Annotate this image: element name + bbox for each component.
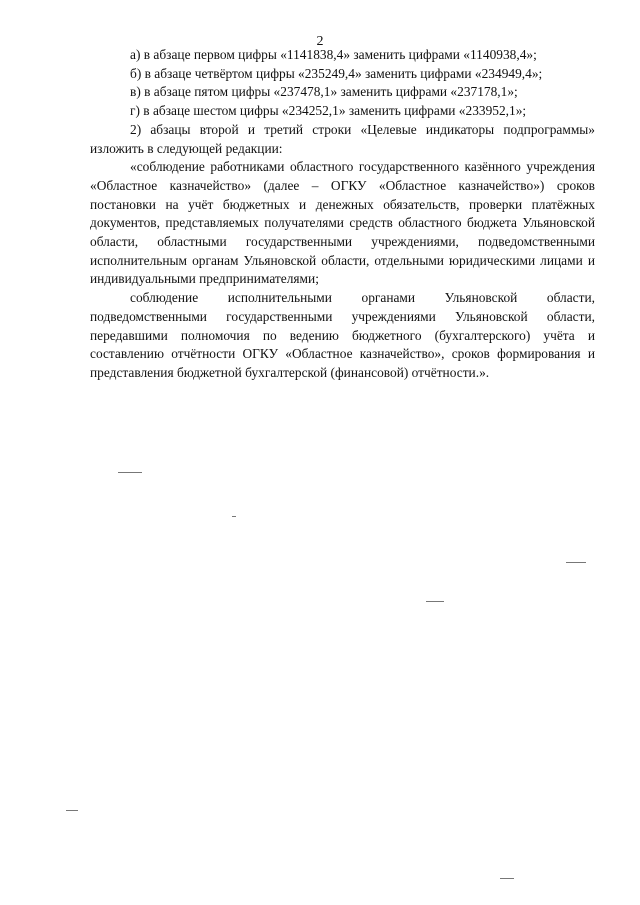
amendment-item-c: в) в абзаце пятом цифры «237478,1» заменить цифрами «237178,1»; (130, 84, 518, 100)
page-number: 2 (316, 34, 324, 49)
scan-speck (426, 601, 444, 602)
amendment-item-a: а) в абзаце первом цифры «1141838,4» заменить цифрами «1140938,4»; (130, 47, 537, 62)
scan-speck (66, 810, 78, 811)
scan-speck (566, 562, 586, 563)
amendment-item-b: б) в абзаце четвёртом цифры «235249,4» заменить цифрами «234949,4»; (130, 65, 543, 81)
scan-speck (232, 516, 236, 517)
quoted-paragraph-2: соблюдение исполнительными органами Ульяновской области, подведомственными государственными учреждениями Ульяновской области, передавшими полномочия по ведению бюджетного (бухгалтерского) учёта и составлению отчётности ОГКУ «Областное казначейство», сроков формирования и представления бюджетной бухгалтерской (финансовой) отчётности.». (90, 290, 595, 380)
amendment-item-d: г) в абзаце шестом цифры «234252,1» заменить цифрами «233952,1»; (130, 103, 527, 119)
amendment-item-2: 2) абзацы второй и третий строки «Целевые индикаторы подпрограммы» изложить в следующей редакции: (90, 121, 595, 156)
scan-speck (118, 472, 142, 473)
document-body (90, 46, 595, 383)
quoted-paragraph-1: «соблюдение работниками областного государственного казённого учреждения «Областное казначейство» (далее – ОГКУ «Областное казначейство») сроков постановки на учёт бюджетных и денежных обязательств, проверки платёжных документов, представляемых получателями средств областного бюджета Ульяновской области, областными государственными учреждениями, подведомственными исполнительным органам Ульяновской области, отдельными юридическими лицами и индивидуальными предпринимателями; (90, 159, 595, 287)
scan-speck (500, 878, 514, 879)
